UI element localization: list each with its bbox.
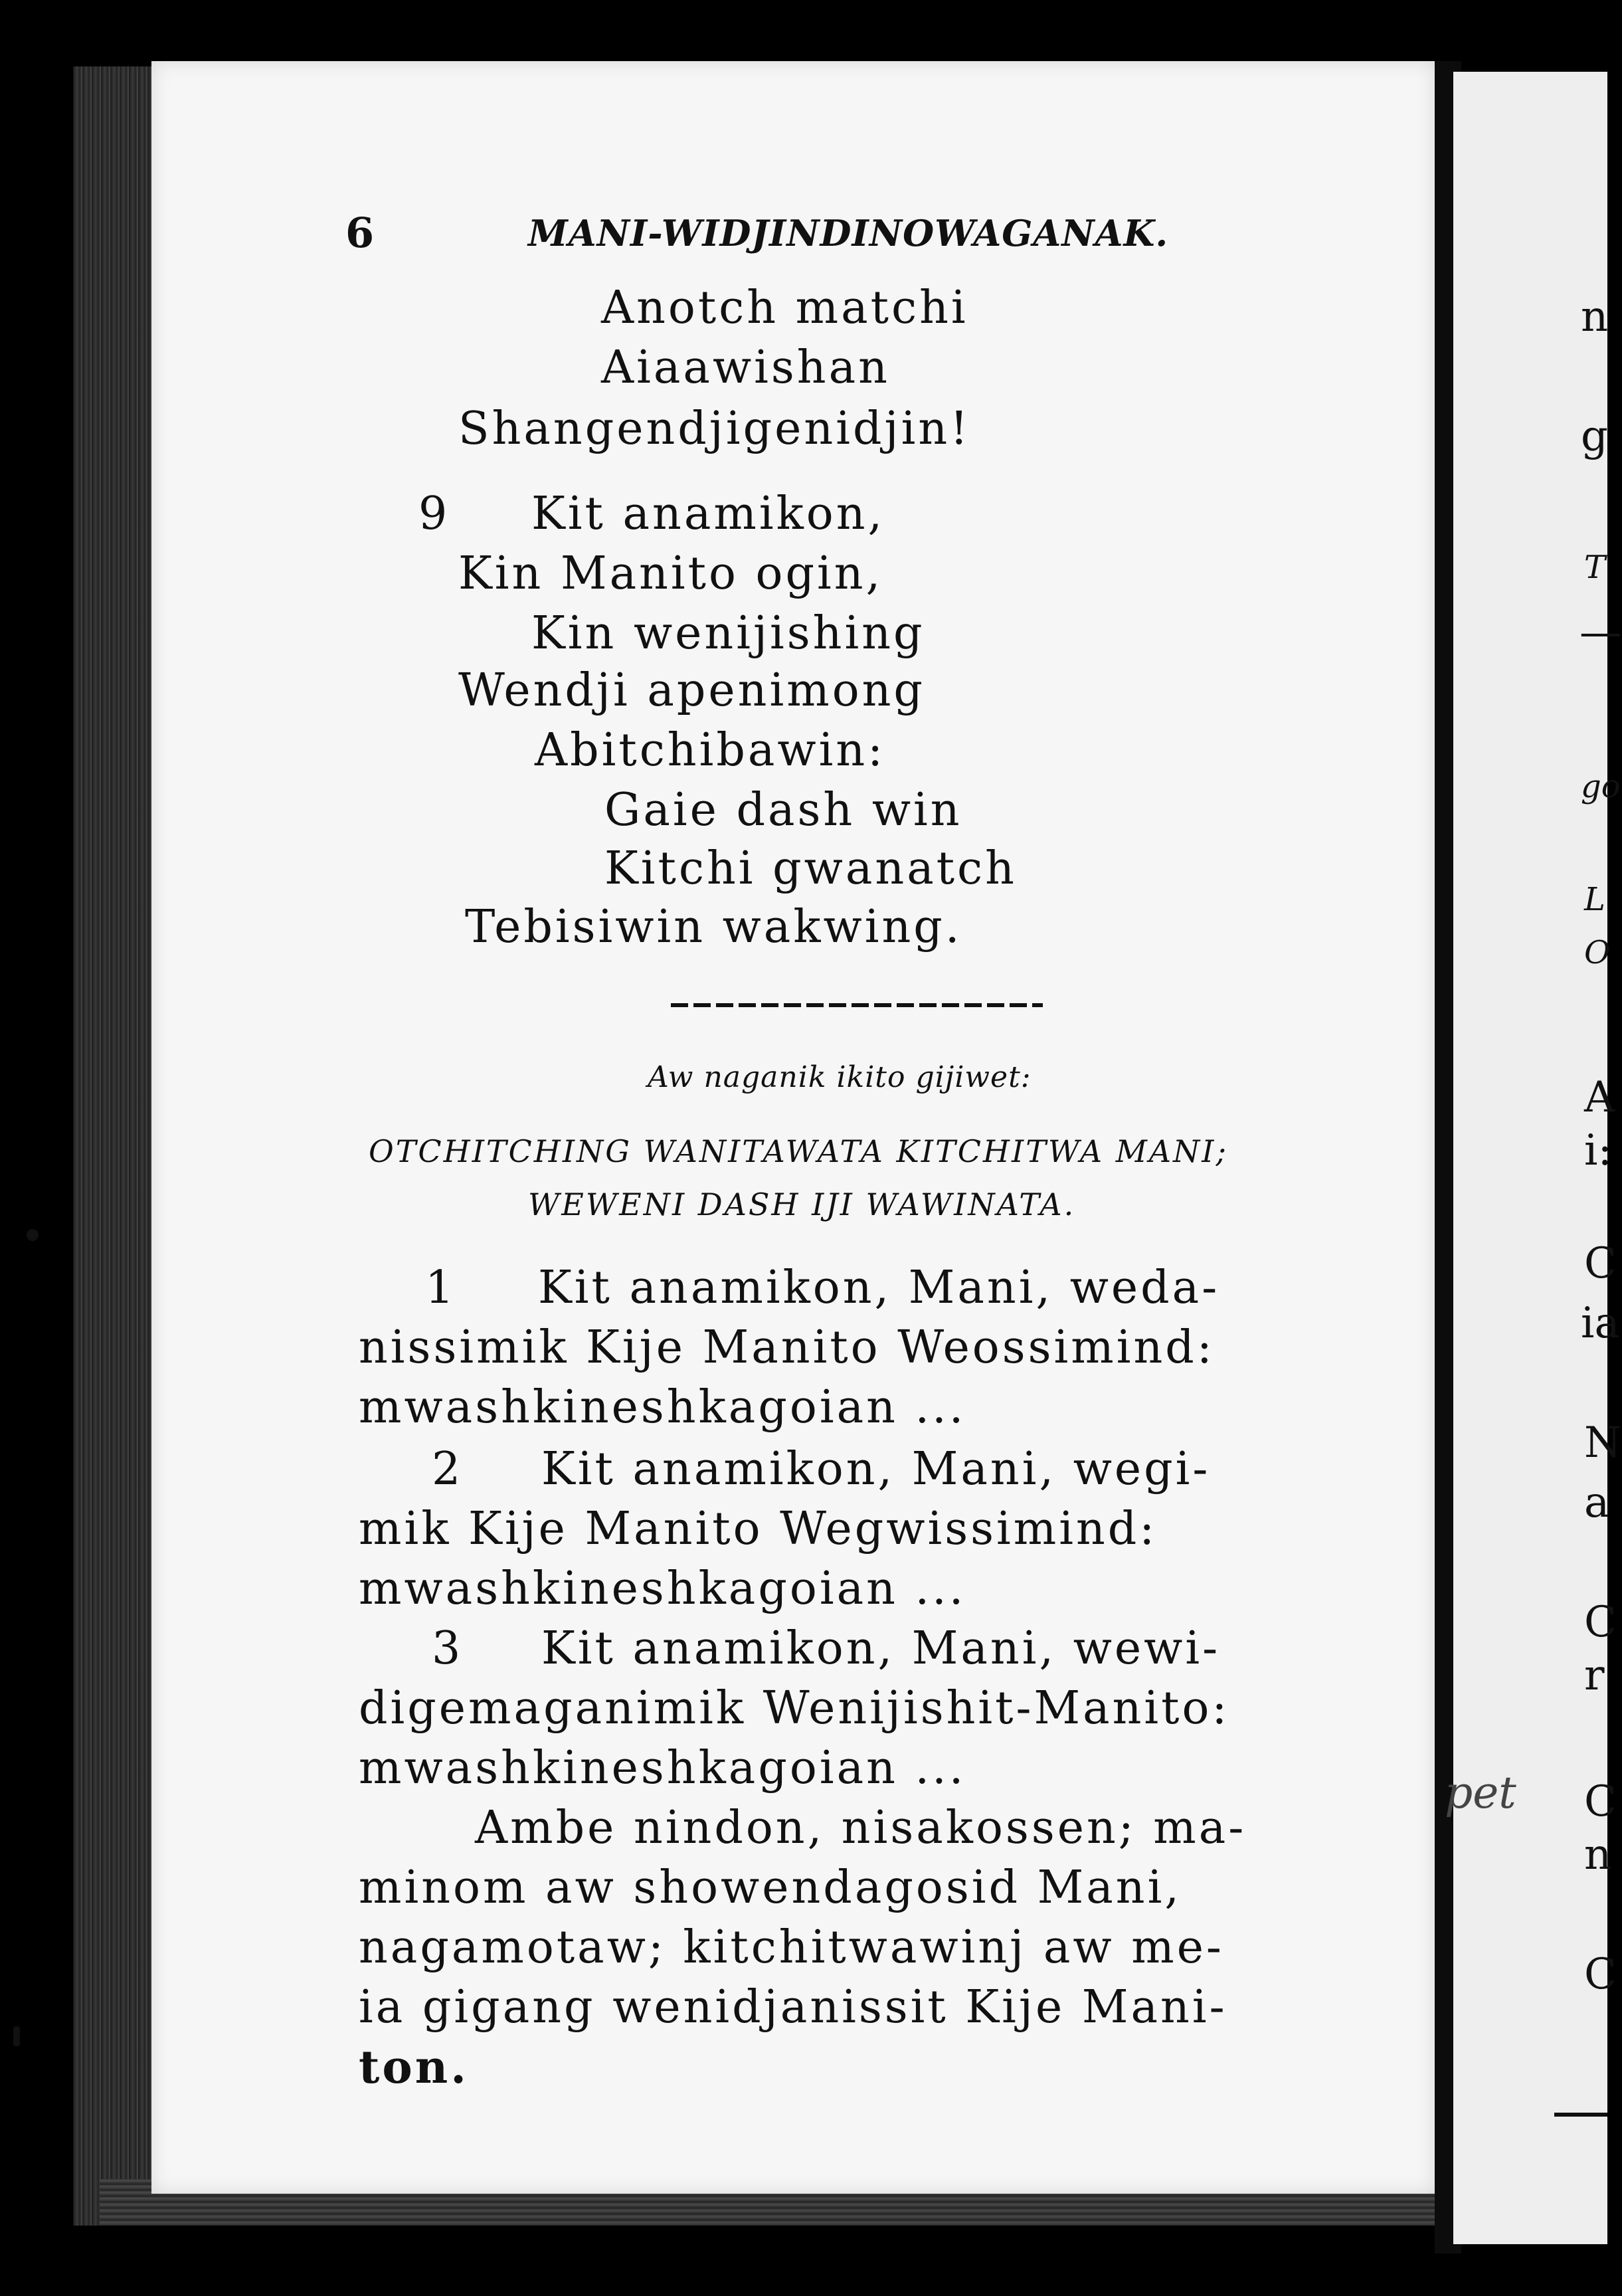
scan-speck: [13, 2026, 20, 2046]
facing-page-fragment: r: [1584, 1651, 1605, 1700]
prayer-line: digemaganimik Wenijishit-Manito:: [359, 1682, 1230, 1735]
facing-page-fragment: ia: [1581, 1299, 1620, 1348]
verse-line: Wendji apenimong: [458, 664, 925, 717]
facing-page-rule: [1554, 2113, 1607, 2117]
facing-page-fragment: i:: [1584, 1126, 1613, 1175]
scan-speck: [27, 1229, 39, 1241]
facing-page-fragment: n: [1581, 292, 1609, 341]
facing-page-fragment: C: [1584, 1239, 1617, 1288]
prayer-line: mwashkineshkagoian ...: [359, 1742, 966, 1794]
facing-page-fragment: O: [1584, 934, 1611, 971]
prayer-line: mwashkineshkagoian ...: [359, 1381, 966, 1434]
hymn-line: Shangendjigenidjin!: [458, 403, 971, 455]
prayer-line: Kit anamikon, Mani, wewi-: [541, 1622, 1221, 1675]
separator-rule: [671, 1003, 1043, 1007]
prayer-line: nissimik Kije Manito Weossimind:: [359, 1321, 1215, 1374]
prayer-line: mwashkineshkagoian ...: [359, 1563, 966, 1615]
closing-line: Ambe nindon, nisakossen; ma-: [475, 1802, 1247, 1854]
verse-line: Gaie dash win: [604, 784, 962, 836]
closing-line: minom aw showendagosid Mani,: [359, 1862, 1182, 1914]
closing-line: nagamotaw; kitchitwawinj aw me-: [359, 1921, 1224, 1974]
facing-page-fragment: L: [1584, 881, 1605, 918]
facing-page-fragment: N: [1584, 1418, 1621, 1468]
page-number: 6: [345, 209, 377, 257]
handwritten-annotation: pet: [1445, 1767, 1516, 1818]
verse-line: Kin wenijishing: [531, 607, 925, 660]
facing-page-fragment: C: [1584, 1950, 1617, 1999]
closing-line: ton.: [359, 2041, 469, 2094]
facing-page-fragment: —: [1579, 608, 1622, 657]
verse-line: Kitchi gwanatch: [604, 842, 1017, 895]
verse-line: Kin Manito ogin,: [458, 547, 883, 600]
book-page-edges: [73, 66, 159, 2226]
facing-page-fragment: n: [1584, 1830, 1612, 1879]
prayer-number: 3: [432, 1622, 464, 1675]
hymn-line: Aiaawishan: [601, 341, 890, 394]
prayer-number: 2: [432, 1443, 464, 1495]
prayer-number: 1: [425, 1262, 457, 1314]
section-heading: WEWENI DASH IJI WAWINATA.: [528, 1187, 1076, 1222]
prayer-line: Kit anamikon, Mani, weda-: [538, 1262, 1220, 1314]
verse-line: Kit anamikon,: [531, 488, 885, 540]
verse-number: 9: [418, 488, 450, 540]
prayer-line: mik Kije Manito Wegwissimind:: [359, 1503, 1158, 1555]
hymn-line: Anotch matchi: [601, 282, 968, 334]
section-heading: OTCHITCHING WANITAWATA KITCHITWA MANI;: [369, 1133, 1228, 1169]
verse-line: Abitchibawin:: [535, 724, 886, 777]
facing-page-fragment: g: [1581, 412, 1608, 461]
facing-page-fragment: T: [1584, 549, 1606, 586]
facing-page-fragment: C: [1584, 1598, 1617, 1647]
prayer-line: Kit anamikon, Mani, wegi-: [541, 1443, 1211, 1495]
closing-line: ia gigang wenidjanissit Kije Mani-: [359, 1981, 1227, 2034]
verse-line: Tebisiwin wakwing.: [465, 901, 962, 953]
facing-page-fragment: A: [1584, 1073, 1615, 1122]
facing-page-fragment: go: [1581, 768, 1621, 805]
running-title: MANI-WIDJINDINOWAGANAK.: [528, 212, 1169, 254]
facing-page-fragment: a: [1584, 1478, 1610, 1527]
intro-line: Aw naganik ikito gijiwet:: [648, 1060, 1032, 1094]
facing-page-fragment: C: [1584, 1777, 1617, 1826]
